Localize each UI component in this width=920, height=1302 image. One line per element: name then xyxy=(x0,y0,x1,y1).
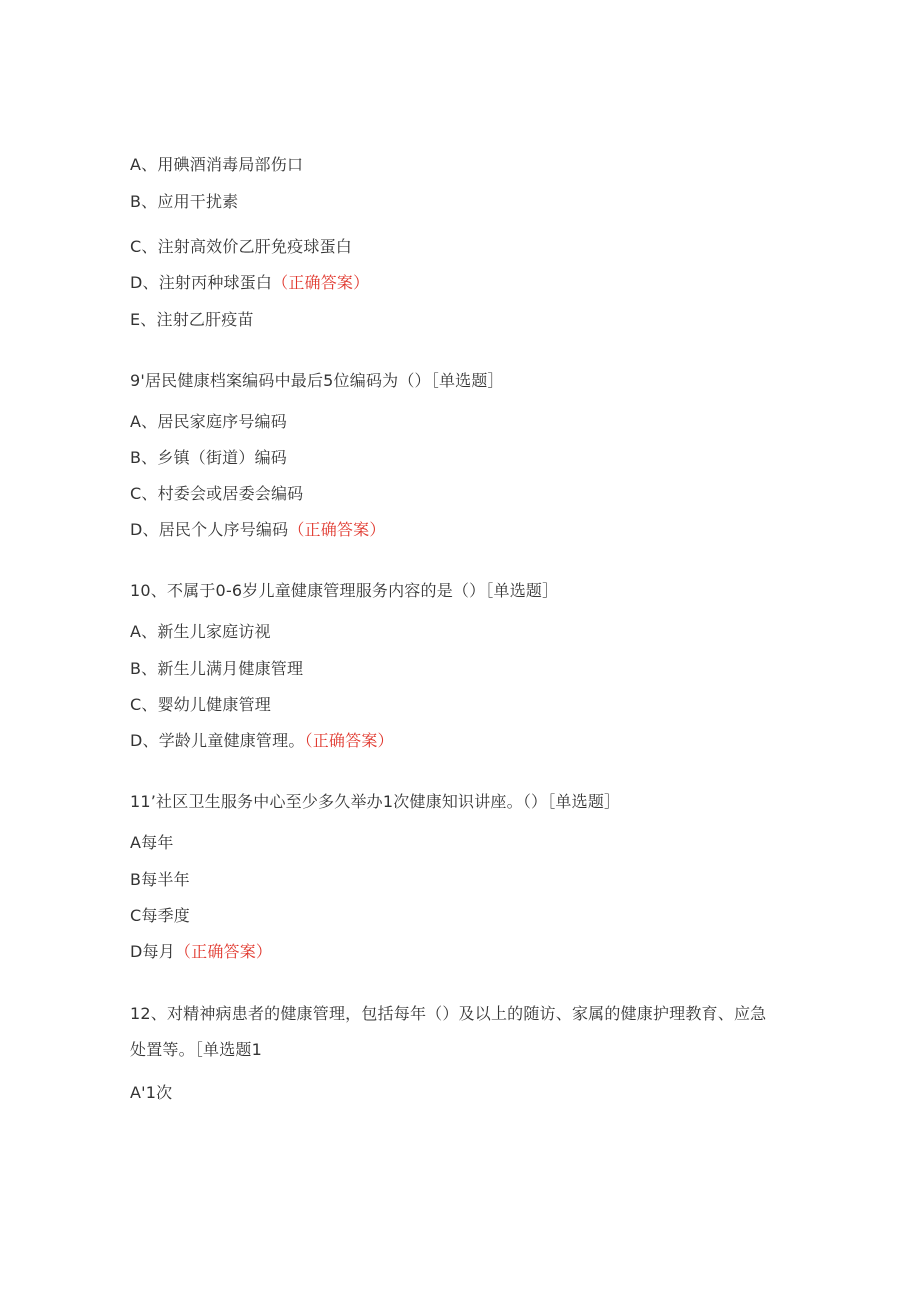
q9-option-d-text: D、居民个人序号编码 xyxy=(130,520,289,539)
q11-option-d-text: D每月 xyxy=(130,942,175,961)
q12-stem: 12、对精神病患者的健康管理，包括每年（）及以上的随访、家属的健康护理教育、应急处置等。［单选题1 xyxy=(130,1004,767,1059)
q11-stem: 11’社区卫生服务中心至少多久举办1次健康知识讲座。（）［单选题］ xyxy=(130,792,621,811)
q10-option-d xyxy=(130,730,394,752)
q8-option-d-text: D、注射丙种球蛋白 xyxy=(130,273,273,292)
q8-option-a: A、用碘酒消毒局部伤口 xyxy=(130,155,304,174)
q11-option-d xyxy=(130,941,272,963)
q12-option-a: A'1次 xyxy=(130,1083,173,1102)
q10-option-a: A、新生儿家庭访视 xyxy=(130,622,271,641)
q9-option-d xyxy=(130,519,386,541)
q8-option-b: B、应用干扰素 xyxy=(130,192,239,211)
q9-stem: 9'居民健康档案编码中最后5位编码为（）［单选题］ xyxy=(130,371,504,390)
q8-option-d xyxy=(130,272,369,294)
q10-option-c: C、婴幼儿健康管理 xyxy=(130,695,271,714)
q11-option-c: C每季度 xyxy=(130,906,190,925)
q9-option-c: C、村委会或居委会编码 xyxy=(130,484,304,503)
q8-option-c: C、注射高效价乙肝免疫球蛋白 xyxy=(130,237,352,256)
correct-answer-mark: （正确答案） xyxy=(304,731,394,750)
q9-option-b: B、乡镇（街道）编码 xyxy=(130,448,287,467)
q8-option-e: E、注射乙肝疫苗 xyxy=(130,310,254,329)
q10-option-b: B、新生儿满月健康管理 xyxy=(130,659,304,678)
q10-option-d-text: D、学龄儿童健康管理。 xyxy=(130,731,305,750)
correct-answer-mark: （正确答案） xyxy=(272,273,370,292)
q10-stem: 10、不属于0-6岁儿童健康管理服务内容的是（）［单选题］ xyxy=(130,581,559,600)
correct-answer-mark: （正确答案） xyxy=(174,942,273,961)
correct-answer-mark: （正确答案） xyxy=(288,520,386,539)
q11-option-b: B每半年 xyxy=(130,870,190,889)
q11-option-a: A每年 xyxy=(130,833,174,852)
q9-option-a: A、居民家庭序号编码 xyxy=(130,412,287,431)
